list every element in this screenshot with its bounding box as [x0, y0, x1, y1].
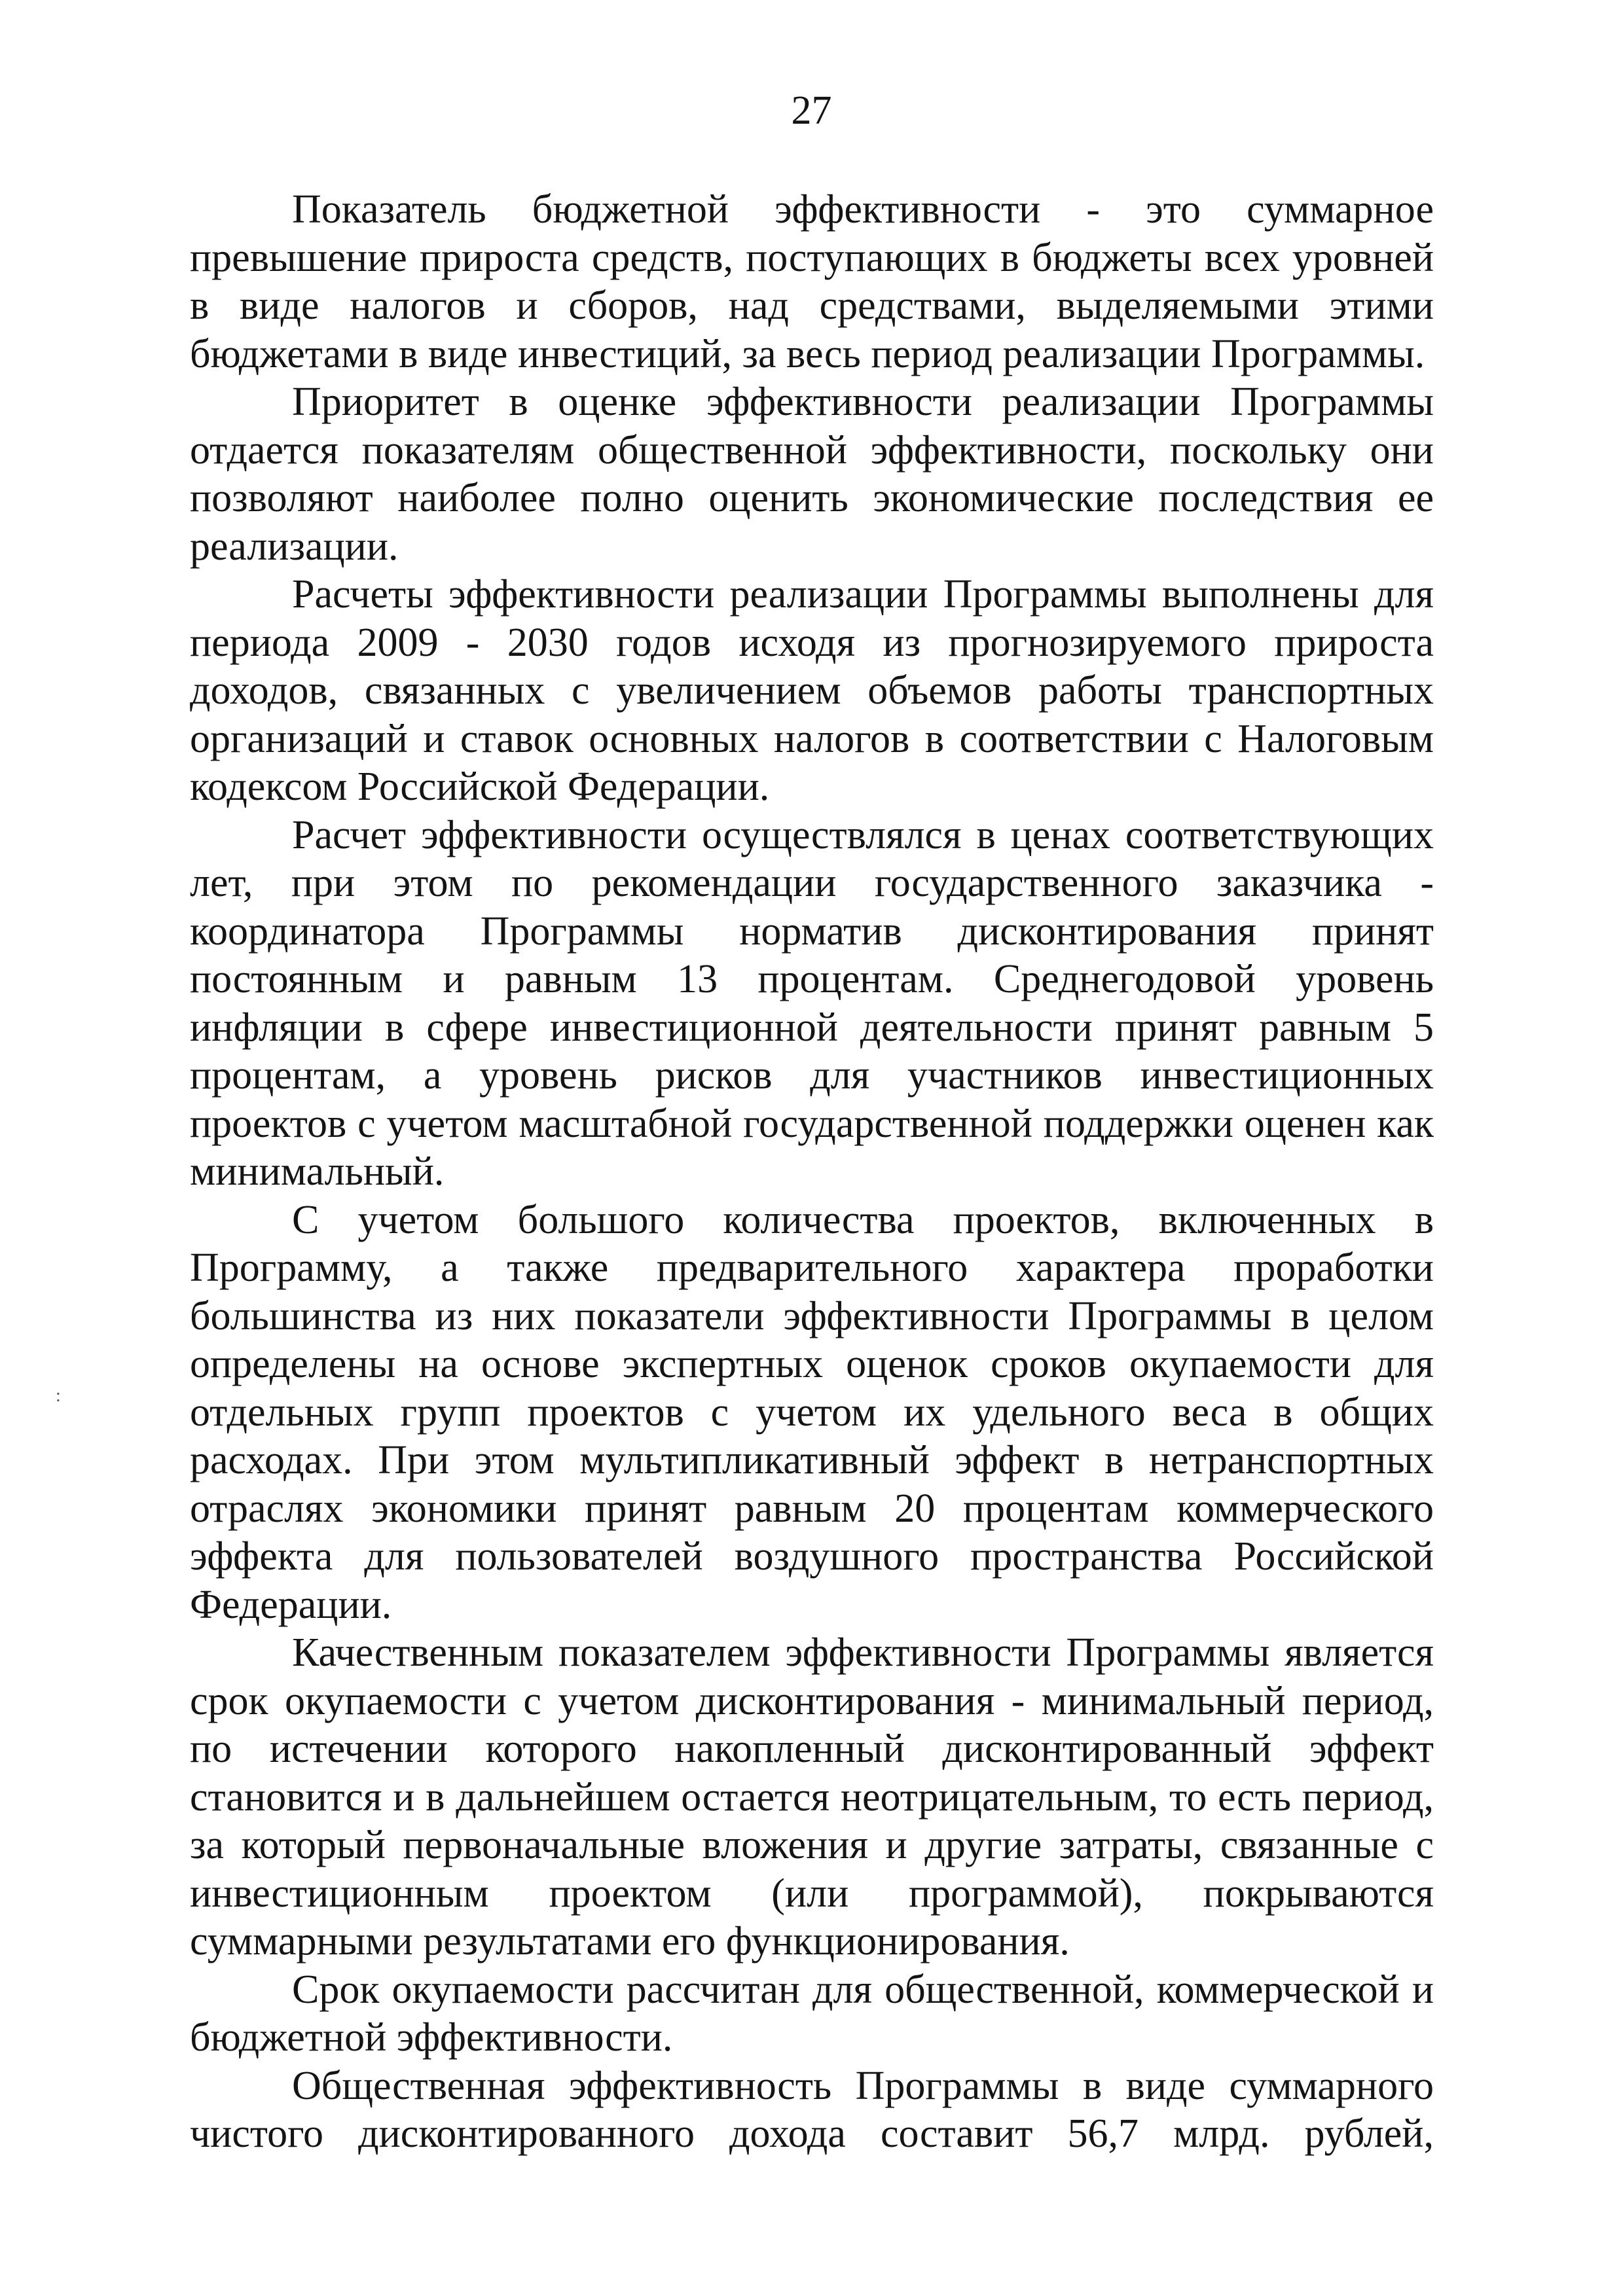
paragraph-priority: Приоритет в оценке эффективности реализации Программы отдается показателям общественной эффективности, поскольку они позволяют наиболее полно оценить экономические последствия ее реализации.: [190, 380, 1434, 569]
page-number: 27: [791, 88, 832, 133]
paragraph-budget-efficiency: Показатель бюджетной эффективности - это суммарное превышение прироста средств, поступающих в бюджеты всех уровней в виде налогов и сборов, над средствами, выделяемыми этими бюджетами в виде инвестиций, за весь период реализации Программы.: [190, 187, 1434, 376]
document-body: [190, 186, 1434, 2159]
paragraph-discount-rate: Расчет эффективности осуществлялся в ценах соответствующих лет, при этом по рекомендации государственного заказчика - координатора Программы норматив дисконтирования принят постоянным и равным 13 процентам. Среднегодовой уровень инфляции в сфере инвестиционной деятельности принят равным 5 процентам, а уровень рисков для участников инвестиционных проектов с учетом масштабной государственной поддержки оценен как минимальный.: [190, 812, 1434, 1194]
paragraph-payback-calculated: Срок окупаемости рассчитан для общественной, коммерческой и бюджетной эффективности.: [190, 1967, 1434, 2060]
paragraph-calculations-period: Расчеты эффективности реализации Программы выполнены для периода 2009 - 2030 годов исходя из прогнозируемого прироста доходов, связанных с увеличением объемов работы транспортных организаций и ставок основных налогов в соответствии с Налоговым кодексом Российской Федерации.: [190, 572, 1434, 809]
paragraph-payback-definition: Качественным показателем эффективности Программы является срок окупаемости с учетом дисконтирования - минимальный период, по истечении которого накопленный дисконтированный эффект становится и в дальнейшем остается неотрицательным, то есть период, за который первоначальные вложения и другие затраты, связанные с инвестиционным проектом (или программой), покрываются суммарными результатами его функционирования.: [190, 1630, 1434, 1964]
paragraph-public-efficiency: Общественная эффективность Программы в виде суммарного чистого дисконтированного дохода составит 56,7 млрд. рублей,: [190, 2063, 1434, 2156]
paragraph-expert-estimates: С учетом большого количества проектов, включенных в Программу, а также предварительного характера проработки большинства из них показатели эффективности Программы в целом определены на основе экспертных оценок сроков окупаемости для отдельных групп проектов с учетом их удельного веса в общих расходах. При этом мультипликативный эффект в нетранспортных отраслях экономики принят равным 20 процентам коммерческого эффекта для пользователей воздушного пространства Российской Федерации.: [190, 1197, 1434, 1627]
margin-mark: :: [56, 1386, 61, 1406]
